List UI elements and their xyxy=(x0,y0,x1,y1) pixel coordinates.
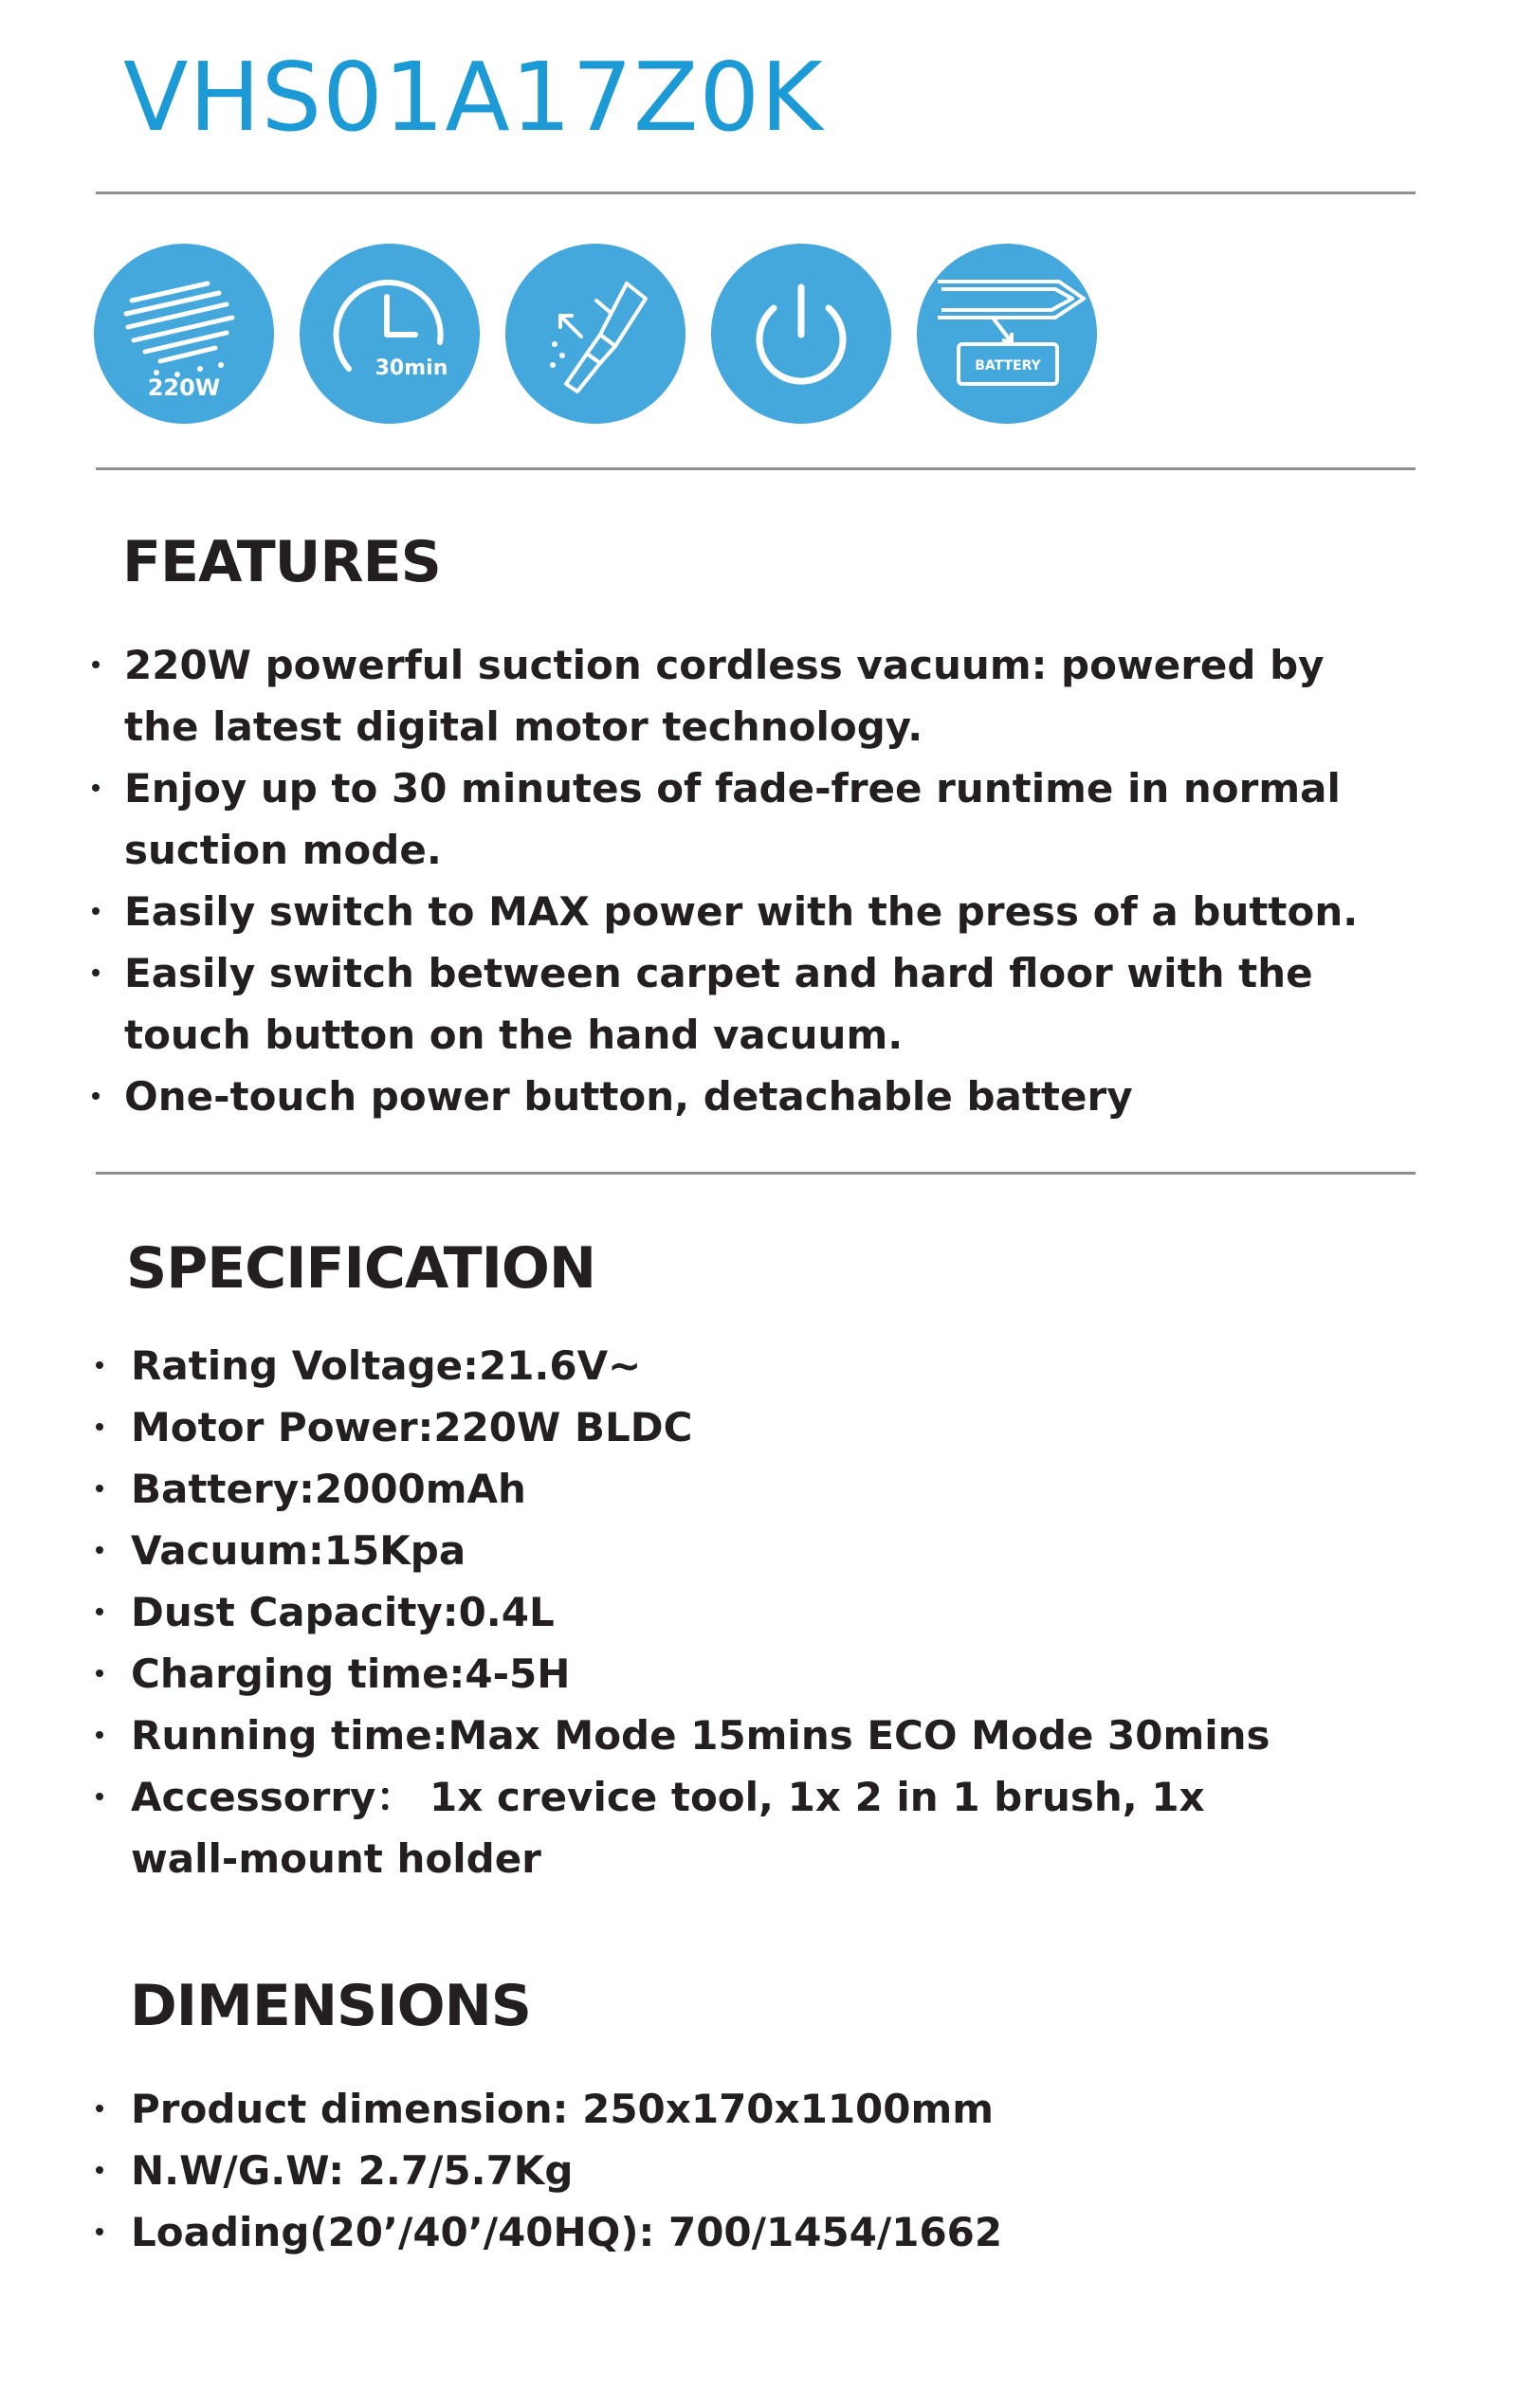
bullet-dot xyxy=(96,1793,103,1800)
feature-line xyxy=(92,757,1358,819)
divider-icons xyxy=(96,467,1416,470)
feature-text: 220W powerful suction cordless vacuum: powered by xyxy=(124,642,1325,688)
suction-power-icon xyxy=(94,244,274,424)
spec-line xyxy=(96,1458,1270,1520)
dimension-line xyxy=(96,2078,1002,2140)
power-button-icon xyxy=(711,244,891,424)
runtime-label: 30min xyxy=(375,356,448,380)
suction-power-label: 220W xyxy=(147,374,221,401)
feature-icon-row xyxy=(94,244,1137,424)
feature-text: the latest digital motor technology. xyxy=(124,703,923,750)
bullet-dot xyxy=(92,969,100,976)
bullet-dot xyxy=(96,1608,103,1615)
feature-text: Enjoy up to 30 minutes of fade-free runtime in normal xyxy=(124,765,1341,812)
specification-list xyxy=(96,1335,1270,1889)
divider-top xyxy=(96,192,1416,194)
bullet-dot xyxy=(96,1546,103,1554)
bullet-dot xyxy=(96,1669,103,1677)
divider-features xyxy=(96,1172,1416,1175)
runtime-clock-icon xyxy=(300,244,480,424)
feature-line xyxy=(92,881,1358,942)
spec-text: Running time:Max Mode 15mins ECO Mode 30mins xyxy=(131,1712,1270,1759)
spec-line xyxy=(96,1828,1270,1889)
spec-text: Accessorry： 1x crevice tool, 1x 2 in 1 brush, 1x xyxy=(131,1774,1205,1820)
features-heading: FEATURES xyxy=(122,529,441,595)
bullet-dot xyxy=(92,907,100,915)
spec-line xyxy=(96,1335,1270,1396)
dimension-text: Loading(20’/40’/40HQ): 700/1454/1662 xyxy=(131,2209,1003,2255)
spec-text: Motor Power:220W BLDC xyxy=(131,1404,693,1450)
spec-text: Dust Capacity:0.4L xyxy=(131,1589,555,1635)
feature-line xyxy=(92,819,1358,881)
bullet-dot xyxy=(96,2166,103,2174)
dimension-line xyxy=(96,2140,1002,2201)
handheld-vacuum-icon xyxy=(505,244,685,424)
feature-text: touch button on the hand vacuum. xyxy=(124,1012,904,1058)
bullet-dot xyxy=(96,2105,103,2112)
feature-text: Easily switch to MAX power with the press of a button. xyxy=(124,888,1359,935)
spec-line xyxy=(96,1643,1270,1705)
feature-text: Easily switch between carpet and hard floor with the xyxy=(124,950,1313,996)
bullet-dot xyxy=(92,1092,100,1100)
bullet-dot xyxy=(96,1731,103,1739)
feature-line xyxy=(92,1066,1358,1127)
feature-line xyxy=(92,696,1358,757)
bullet-dot xyxy=(96,1485,103,1492)
bullet-dot xyxy=(96,2228,103,2235)
spec-line xyxy=(96,1520,1270,1581)
feature-text: One-touch power button, detachable battery xyxy=(124,1073,1133,1120)
feature-line xyxy=(92,942,1358,1004)
spec-line xyxy=(96,1396,1270,1458)
spec-line xyxy=(96,1581,1270,1643)
specification-heading: SPECIFICATION xyxy=(126,1235,596,1302)
bullet-dot xyxy=(92,661,100,668)
dimensions-list xyxy=(96,2078,1002,2263)
dimension-text: N.W/G.W: 2.7/5.7Kg xyxy=(131,2147,574,2194)
bullet-dot xyxy=(92,784,100,792)
bullet-dot xyxy=(96,1361,103,1369)
dimension-line xyxy=(96,2201,1002,2263)
spec-line xyxy=(96,1705,1270,1766)
spec-text: Charging time:4-5H xyxy=(131,1651,571,1697)
spec-text: Battery:2000mAh xyxy=(131,1466,526,1512)
bullet-dot xyxy=(96,1423,103,1431)
model-title: VHS01A17Z0K xyxy=(123,42,824,153)
spec-text: Rating Voltage:21.6V~ xyxy=(131,1342,642,1389)
spec-text: Vacuum:15Kpa xyxy=(131,1527,466,1574)
feature-text: suction mode. xyxy=(124,827,442,873)
detachable-battery-icon xyxy=(917,244,1097,424)
spec-text: wall-mount holder xyxy=(131,1835,541,1882)
dimensions-heading: DIMENSIONS xyxy=(130,1973,532,2039)
feature-line xyxy=(92,1004,1358,1066)
feature-line xyxy=(92,634,1358,696)
dimension-text: Product dimension: 250x170x1100mm xyxy=(131,2086,995,2132)
spec-line xyxy=(96,1766,1270,1828)
features-list xyxy=(92,634,1358,1127)
battery-label: BATTERY xyxy=(975,358,1041,374)
